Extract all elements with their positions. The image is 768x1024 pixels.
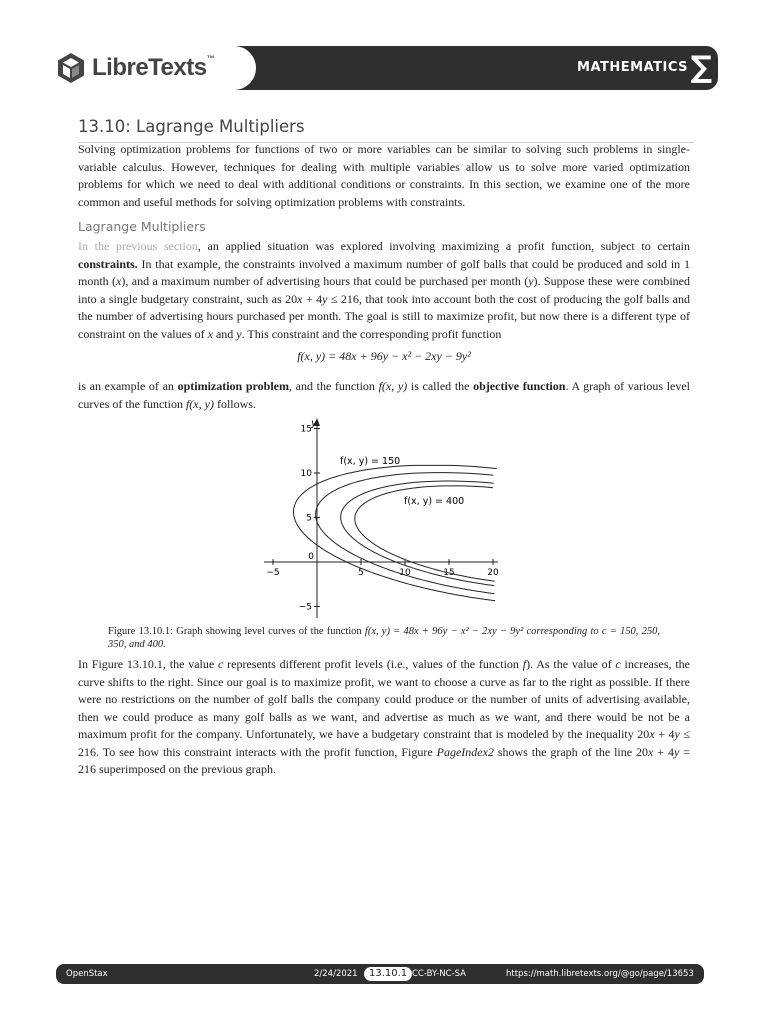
footer-source: OpenStax xyxy=(66,969,108,979)
subject-label[interactable]: MATHEMATICS xyxy=(577,60,688,75)
section-heading: Lagrange Multipliers xyxy=(78,219,206,234)
y-tick-label: −5 xyxy=(298,602,312,613)
x-tick-label: 20 xyxy=(487,568,499,578)
page-footer xyxy=(56,964,704,984)
label-level-150: f(x, y) = 150 xyxy=(340,456,401,467)
page-title: 13.10: Lagrange Multipliers xyxy=(78,117,694,143)
x-tick-label: 15 xyxy=(443,568,455,578)
previous-section-link[interactable]: In the previous section xyxy=(78,239,198,253)
libretexts-logo-icon xyxy=(56,52,86,84)
intro-paragraph: Solving optimization problems for functions of two or more variables can be similar to solving such problems in single-variable calculus. However, techniques for dealing with multiple variables allow us to solve more varied optimization problems for which we need to deal with additional conditions or constraints. In this section, we examine one of the more common and useful methods for solving optimization problems with constraints. xyxy=(78,142,690,209)
y-axis-label: y xyxy=(311,418,317,429)
figure-caption: Figure 13.10.1: Graph showing level curves of the function f(x, y) = 48x + 96y − x² − 2xy − 9y² corresponding to c = 150, 250, 350, and 400. xyxy=(108,626,660,650)
y-tick-label: 10 xyxy=(300,469,312,479)
footer-url[interactable]: https://math.libretexts.org/@go/page/13653 xyxy=(506,969,694,979)
profit-equation: f(x, y) = 48x + 96y − x² − 2xy − 9y² xyxy=(297,349,471,363)
level-curves-figure xyxy=(258,413,504,623)
paragraph-objective: is an example of an optimization problem, and the function f(x, y) is called the objective function. A graph of various level curves of the function f(x, y) follows. xyxy=(78,379,691,411)
footer-page-number: 13.10.1 xyxy=(364,967,412,981)
sigma-icon: ∑ xyxy=(690,50,712,85)
x-tick-label: −5 xyxy=(266,568,280,578)
footer-date: 2/24/2021 xyxy=(314,969,358,979)
level-curve-250 xyxy=(316,473,495,594)
y-tick-label: 5 xyxy=(306,513,312,524)
footer-license[interactable]: CC-BY-NC-SA xyxy=(412,969,466,979)
libretexts-logo[interactable] xyxy=(56,46,256,90)
y-tick-label: 15 xyxy=(300,424,312,435)
x-tick-label: 10 xyxy=(399,568,411,578)
paragraph-constraints: In the previous section, an applied situation was explored involving maximizing a profit function, subject to certain constraints. In that example, the constraints involved a maximum number of golf balls that could be produced and sold in 1 month (x), and a maximum number of advertising hours that could be purchased per month (y). Suppose these were combined into a single budgetary constraint, such as 20x + 4y ≤ 216, that took into account both the cost of producing the golf balls and the number of advertising hours purchased per month. The goal is still to maximize profit, but now there is a different type of constraint on the values of x and y. This constraint and the corresponding profit function xyxy=(78,239,690,341)
header-dark-band xyxy=(206,46,718,90)
label-level-400: f(x, y) = 400 xyxy=(404,496,465,507)
x-tick-label: 5 xyxy=(358,568,364,578)
header-bar xyxy=(56,46,718,90)
x-tick-label: 0 xyxy=(308,552,314,562)
paragraph-analysis: In Figure 13.10.1, the value c represents different profit levels (i.e., values of the function f). As the value of c increases, the curve shifts to the right. Since our goal is to maximize profit, we want to choose a curve as far to the right as possible. If there were no restrictions on the number of golf balls the company could produce or the number of units of advertising available, then we could produce as many golf balls as we want, and advertise as much as we want, and there would be not be a maximum profit for the company. Unfortunately, we have a budgetary constraint that is modeled by the inequality 20x + 4y ≤ 216. To see how this constraint interacts with the profit function, Figure PageIndex2 shows the graph of the line 20x + 4y = 216 superimposed on the previous graph. xyxy=(78,657,690,776)
logo-text: LibreTexts™ xyxy=(92,54,215,81)
